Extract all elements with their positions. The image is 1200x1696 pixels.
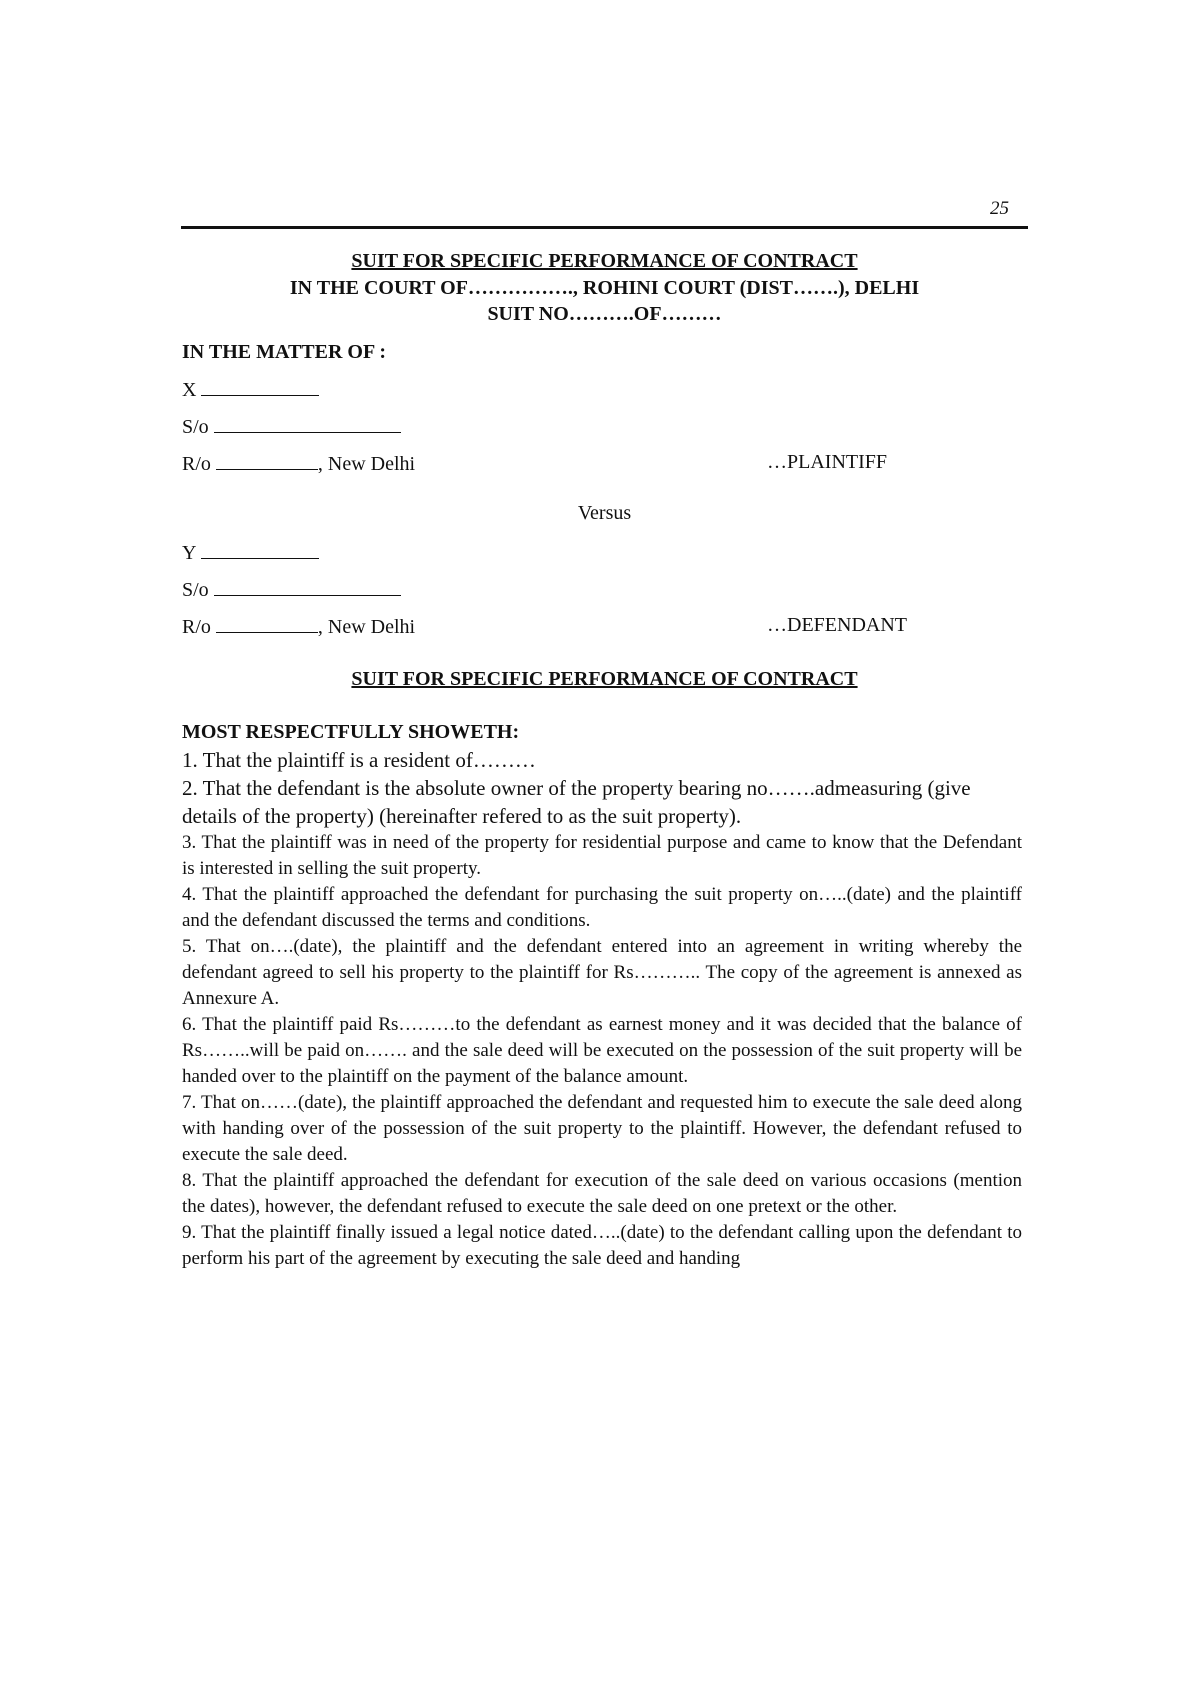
paragraph-2: 2. That the defendant is the absolute owner of the property bearing no…….admeasuring (give details of the property) (hereinafter refered to as the suit property).	[182, 776, 971, 828]
defendant-ro-line	[182, 614, 415, 639]
paragraph-1: 1. That the plaintiff is a resident of………	[182, 748, 536, 772]
page-number: 25	[990, 198, 1009, 219]
body-text	[182, 718, 1022, 1272]
defendant-so-line	[182, 577, 401, 602]
paragraph-6: 6. That the plaintiff paid Rs………to the defendant as earnest money and it was decided that the balance of Rs……..will be paid on……. and the sale deed will be executed on the possession of the suit property will be handed over to the plaintiff on the payment of the balance amount.	[182, 1014, 1022, 1087]
defendant-ro-suffix: , New Delhi	[317, 616, 416, 638]
plaintiff-name-line	[182, 377, 319, 402]
defendant-name-blank	[201, 540, 319, 559]
defendant-name-line	[182, 540, 319, 565]
plaintiff-so-line	[182, 414, 401, 439]
plaintiff-so-prefix: S/o	[182, 416, 209, 438]
showeth-heading: MOST RESPECTFULLY SHOWETH:	[182, 721, 520, 743]
paragraph-3: 3. That the plaintiff was in need of the property for residential purpose and came to know that the Defendant is interested in selling the suit property.	[182, 832, 1022, 879]
paragraph-7: 7. That on……(date), the plaintiff approached the defendant and requested him to execute the sale deed along with handing over of the possession of the suit property to the plaintiff. However, the defendant refused to execute the sale deed.	[182, 1092, 1022, 1165]
defendant-name-prefix: Y	[182, 542, 196, 564]
subtitle: SUIT FOR SPECIFIC PERFORMANCE OF CONTRACT	[351, 668, 858, 690]
plaintiff-so-blank	[214, 414, 401, 433]
defendant-role: …DEFENDANT	[767, 614, 907, 636]
plaintiff-ro-prefix: R/o	[182, 453, 211, 475]
matter-label: IN THE MATTER OF :	[182, 341, 387, 363]
defendant-ro-blank	[216, 614, 318, 633]
plaintiff-ro-blank	[216, 451, 318, 470]
plaintiff-ro-line	[182, 451, 415, 476]
suit-number-line: SUIT NO……….OF………	[487, 303, 722, 325]
paragraph-4: 4. That the plaintiff approached the defendant for purchasing the suit property on…..(date) and the plaintiff and the defendant discussed the terms and conditions.	[182, 884, 1022, 931]
defendant-ro-prefix: R/o	[182, 616, 211, 638]
plaintiff-name-blank	[201, 377, 319, 396]
versus-label: Versus	[577, 502, 632, 524]
defendant-so-blank	[214, 577, 401, 596]
plaintiff-name-prefix: X	[182, 379, 197, 401]
paragraph-9: 9. That the plaintiff finally issued a legal notice dated…..(date) to the defendant calling upon the defendant to perform his part of the agreement by executing the sale deed and handing	[182, 1222, 1022, 1269]
paragraph-5: 5. That on….(date), the plaintiff and the defendant entered into an agreement in writing whereby the defendant agreed to sell his property to the plaintiff for Rs……….. The copy of the agreement is annexed as Annexure A.	[182, 936, 1022, 1009]
paragraph-8: 8. That the plaintiff approached the defendant for execution of the sale deed on various occasions (mention the dates), however, the defendant refused to execute the sale deed on one pretext or the other.	[182, 1170, 1022, 1217]
document-title: SUIT FOR SPECIFIC PERFORMANCE OF CONTRACT	[351, 250, 858, 272]
plaintiff-role: …PLAINTIFF	[767, 451, 888, 473]
header-rule	[181, 226, 1028, 229]
court-line: IN THE COURT OF……………., ROHINI COURT (DIST…….), DELHI	[289, 277, 920, 299]
plaintiff-ro-suffix: , New Delhi	[317, 453, 416, 475]
defendant-so-prefix: S/o	[182, 579, 209, 601]
